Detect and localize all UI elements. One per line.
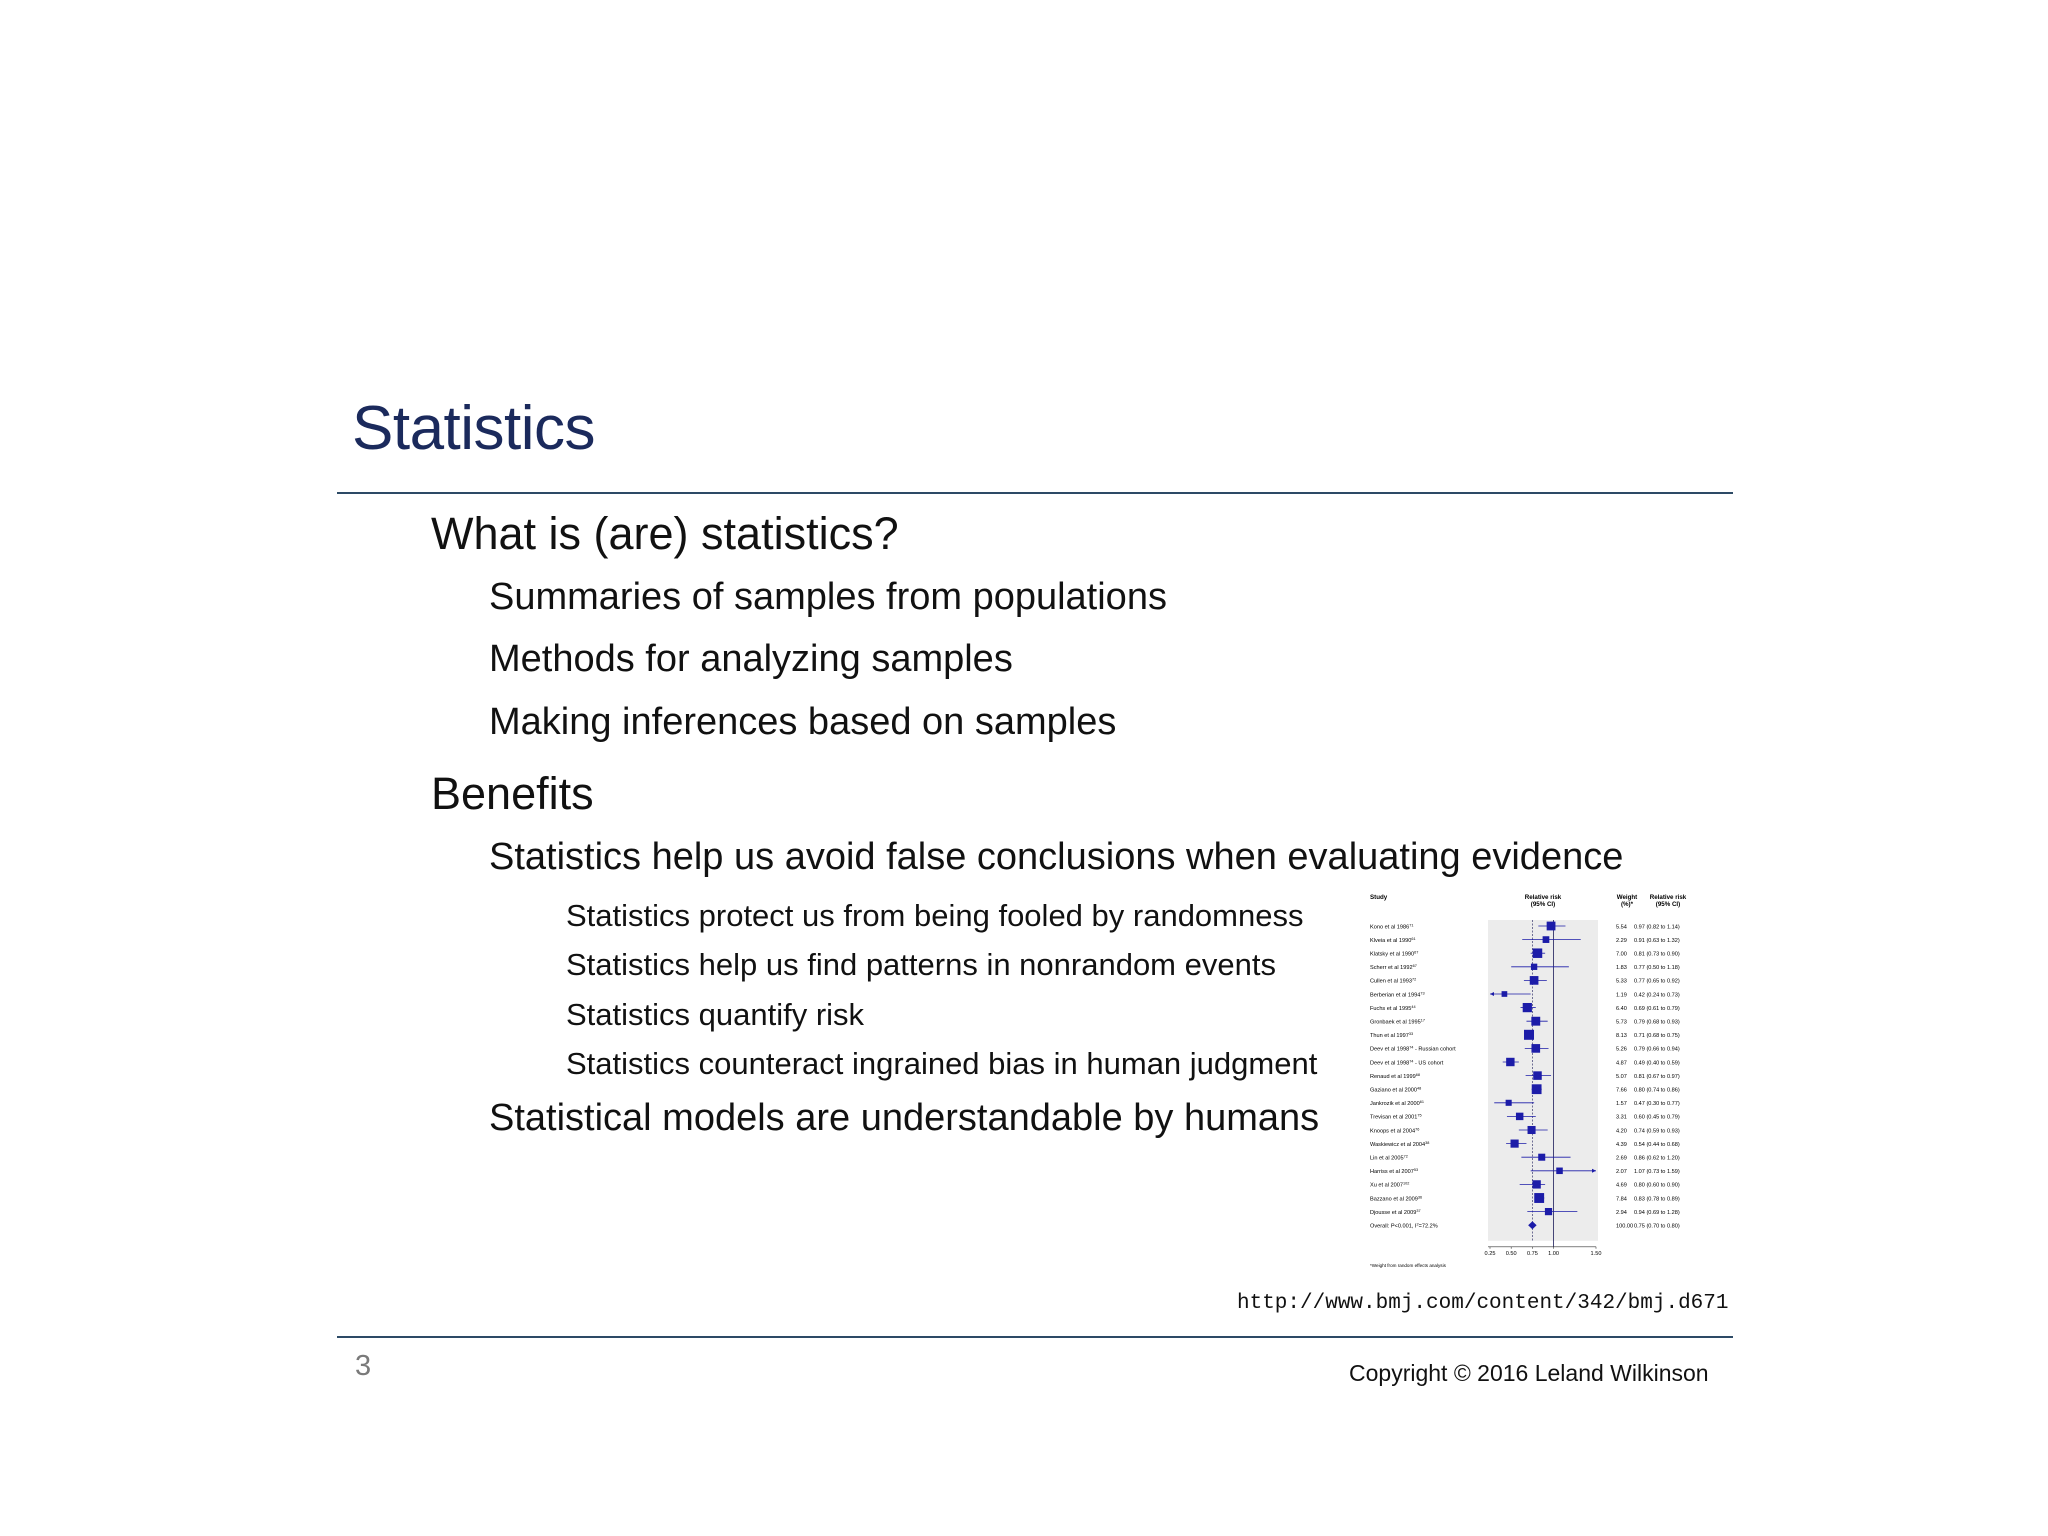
bullet-summaries: Summaries of samples from populations [489, 576, 1167, 618]
bullet-bias: Statistics counteract ingrained bias in human judgment [566, 1046, 1318, 1081]
weight-value: 4.20 [1616, 1128, 1627, 1135]
rr-ci-value: 0.81 (0.67 to 0.97) [1634, 1073, 1680, 1080]
header-weight: (%)* [1620, 901, 1634, 908]
point-estimate-square [1545, 1208, 1552, 1215]
bullet-patterns: Statistics help us find patterns in nonrandom events [566, 947, 1276, 982]
x-tick-label: 0.25 [1484, 1250, 1496, 1257]
rr-ci-value: 0.79 (0.66 to 0.94) [1634, 1046, 1680, 1053]
study-label: Knoops et al 2004$^{76}$ [1370, 1127, 1420, 1135]
study-label: Cullen et al 1993$^{72}$ [1370, 977, 1417, 985]
point-estimate-square [1543, 936, 1550, 943]
weight-value: 5.33 [1616, 978, 1627, 985]
study-label: Xu et al 2007$^{102}$ [1370, 1181, 1410, 1189]
study-label: Bazzano et al 2009$^{36}$ [1370, 1195, 1423, 1203]
page-number: 3 [355, 1350, 372, 1382]
point-estimate-square [1511, 1140, 1519, 1148]
bullet-benefits: Benefits [431, 768, 594, 819]
bullet-avoid-false-conclusions: Statistics help us avoid false conclusions when evaluating evidence [489, 836, 1624, 878]
study-label: Harriss et al 2007$^{53}$ [1370, 1168, 1419, 1176]
weight-value: 8.13 [1616, 1033, 1627, 1040]
point-estimate-square [1524, 1030, 1534, 1040]
study-label: Renaud et al 1999$^{68}$ [1370, 1072, 1420, 1080]
forest-plot [1368, 892, 1710, 1272]
study-label: Thun et al 1997$^{33}$ [1370, 1032, 1414, 1040]
point-estimate-square [1516, 1113, 1523, 1120]
header-study: Study [1370, 894, 1388, 901]
header-rr: (95% CI) [1530, 901, 1556, 908]
weight-value: 2.07 [1616, 1169, 1627, 1176]
rr-ci-value: 0.79 (0.68 to 0.93) [1634, 1019, 1680, 1026]
study-label: Djousse et al 2009$^{37}$ [1370, 1208, 1421, 1216]
rr-ci-value: 1.07 (0.73 to 1.59) [1634, 1169, 1680, 1176]
bullet-inferences: Making inferences based on samples [489, 701, 1117, 743]
header-rr-text: Relative risk [1649, 894, 1687, 901]
weight-value: 5.54 [1616, 924, 1627, 931]
study-label: Deev et al 1998$^{74}$ - Russian cohort [1370, 1045, 1456, 1053]
rr-ci-value: 0.77 (0.50 to 1.18) [1634, 965, 1680, 972]
x-tick-label: 1.50 [1590, 1250, 1602, 1257]
rr-ci-value: 0.80 (0.74 to 0.86) [1634, 1087, 1680, 1094]
rr-ci-value: 0.47 (0.30 to 0.77) [1634, 1101, 1680, 1108]
rr-ci-value: 0.74 (0.59 to 0.93) [1634, 1128, 1680, 1135]
point-estimate-square [1506, 1058, 1514, 1066]
bullet-methods: Methods for analyzing samples [489, 638, 1013, 680]
weight-value: 5.73 [1616, 1019, 1627, 1026]
bullet-randomness: Statistics protect us from being fooled by randomness [566, 898, 1304, 933]
study-label: Gaziano et al 2000$^{48}$ [1370, 1086, 1422, 1094]
point-estimate-square [1556, 1168, 1563, 1175]
study-label: Deev et al 1998$^{74}$ - US cohort [1370, 1059, 1444, 1067]
rr-ci-value: 0.49 (0.40 to 0.59) [1634, 1060, 1680, 1067]
rr-ci-value: 0.97 (0.82 to 1.14) [1634, 924, 1680, 931]
point-estimate-square [1531, 1017, 1540, 1026]
study-label: Klveia et al 1990$^{61}$ [1370, 936, 1416, 944]
point-estimate-square [1528, 1126, 1536, 1134]
point-estimate-square [1531, 1044, 1540, 1053]
weight-value: 4.69 [1616, 1182, 1627, 1189]
point-estimate-square [1531, 964, 1537, 970]
weight-value: 4.39 [1616, 1141, 1627, 1148]
study-label: Berberian et al 1994$^{73}$ [1370, 991, 1425, 999]
study-label: Trevisan et al 2001$^{75}$ [1370, 1113, 1422, 1121]
weight-value: 2.94 [1616, 1209, 1627, 1216]
point-estimate-square [1506, 1100, 1512, 1106]
weight-value: 7.84 [1616, 1196, 1627, 1203]
weight-value: 1.57 [1616, 1101, 1627, 1108]
rr-ci-value: 0.54 (0.44 to 0.68) [1634, 1141, 1680, 1148]
weight-value: 2.29 [1616, 937, 1627, 944]
header-rr: Relative risk [1524, 894, 1562, 901]
bullet-quantify-risk: Statistics quantify risk [566, 997, 865, 1032]
title-divider [337, 492, 1733, 494]
point-estimate-square [1502, 991, 1508, 997]
study-label: Jankrozik et al 2000$^{61}$ [1370, 1100, 1424, 1108]
weight-value: 1.19 [1616, 992, 1627, 999]
rr-ci-value: 0.81 (0.73 to 0.90) [1634, 951, 1680, 958]
copyright-notice: Copyright © 2016 Leland Wilkinson [1349, 1360, 1709, 1386]
point-estimate-square [1534, 1193, 1544, 1203]
bullet-models-understandable: Statistical models are understandable by humans [489, 1097, 1320, 1139]
weight-value: 7.66 [1616, 1087, 1627, 1094]
overall-rr-ci: 0.75 (0.70 to 0.80) [1634, 1223, 1680, 1230]
point-estimate-square [1533, 948, 1542, 957]
weight-value: 3.31 [1616, 1114, 1627, 1121]
rr-ci-value: 0.86 (0.62 to 1.20) [1634, 1155, 1680, 1162]
footer-divider [337, 1336, 1733, 1338]
rr-ci-value: 0.69 (0.61 to 0.79) [1634, 1005, 1680, 1012]
header-weight: Weight [1616, 894, 1638, 901]
weight-value: 7.00 [1616, 951, 1627, 958]
rr-ci-value: 0.94 (0.69 to 1.28) [1634, 1209, 1680, 1216]
plot-panel [1488, 920, 1598, 1241]
study-label: Scherr et al 1992$^{67}$ [1370, 964, 1417, 972]
slide-title: Statistics [352, 394, 596, 463]
x-tick-label: 1.00 [1548, 1250, 1560, 1257]
study-label: Klatsky et al 1990$^{67}$ [1370, 950, 1419, 958]
study-label: Fuchs et al 1995$^{44}$ [1370, 1004, 1416, 1012]
weight-value: 2.69 [1616, 1155, 1627, 1162]
study-label: Kono et al 1986$^{71}$ [1370, 923, 1414, 931]
bullet-what-is-statistics: What is (are) statistics? [431, 508, 899, 559]
overall-weight: 100.00 [1616, 1223, 1634, 1230]
point-estimate-square [1530, 976, 1539, 985]
x-tick-label: 0.50 [1505, 1250, 1517, 1257]
study-label: Lin et al 2005$^{72}$ [1370, 1154, 1408, 1162]
weight-value: 5.26 [1616, 1046, 1627, 1053]
x-tick-label: 0.75 [1526, 1250, 1538, 1257]
point-estimate-square [1532, 1084, 1542, 1094]
rr-ci-value: 0.83 (0.78 to 0.89) [1634, 1196, 1680, 1203]
forest-plot-svg [1368, 892, 1710, 1272]
source-url: http://www.bmj.com/content/342/bmj.d671 [1237, 1292, 1729, 1315]
weight-value: 6.40 [1616, 1005, 1627, 1012]
weight-value: 1.83 [1616, 965, 1627, 972]
study-label: Waskiewicz et al 2004$^{38}$ [1370, 1140, 1430, 1148]
rr-ci-value: 0.42 (0.24 to 0.73) [1634, 992, 1680, 999]
header-rr-text: (95% CI) [1655, 901, 1681, 908]
plot-footnote: *Weight from random effects analysis [1370, 1262, 1446, 1268]
point-estimate-square [1532, 1180, 1540, 1188]
point-estimate-square [1533, 1071, 1542, 1080]
overall-label: Overall: P<0.001, $I^2=72.2\%$ [1370, 1222, 1438, 1230]
point-estimate-square [1547, 922, 1556, 931]
rr-ci-value: 0.60 (0.45 to 0.79) [1634, 1114, 1680, 1121]
rr-ci-value: 0.91 (0.63 to 1.32) [1634, 937, 1680, 944]
rr-ci-value: 0.77 (0.65 to 0.92) [1634, 978, 1680, 985]
point-estimate-square [1523, 1003, 1532, 1012]
study-label: Gronbaek et al 1995$^{17}$ [1370, 1018, 1425, 1026]
point-estimate-square [1538, 1154, 1545, 1161]
rr-ci-value: 0.80 (0.60 to 0.90) [1634, 1182, 1680, 1189]
weight-value: 4.87 [1616, 1060, 1627, 1067]
weight-value: 5.07 [1616, 1073, 1627, 1080]
rr-ci-value: 0.71 (0.68 to 0.75) [1634, 1033, 1680, 1040]
